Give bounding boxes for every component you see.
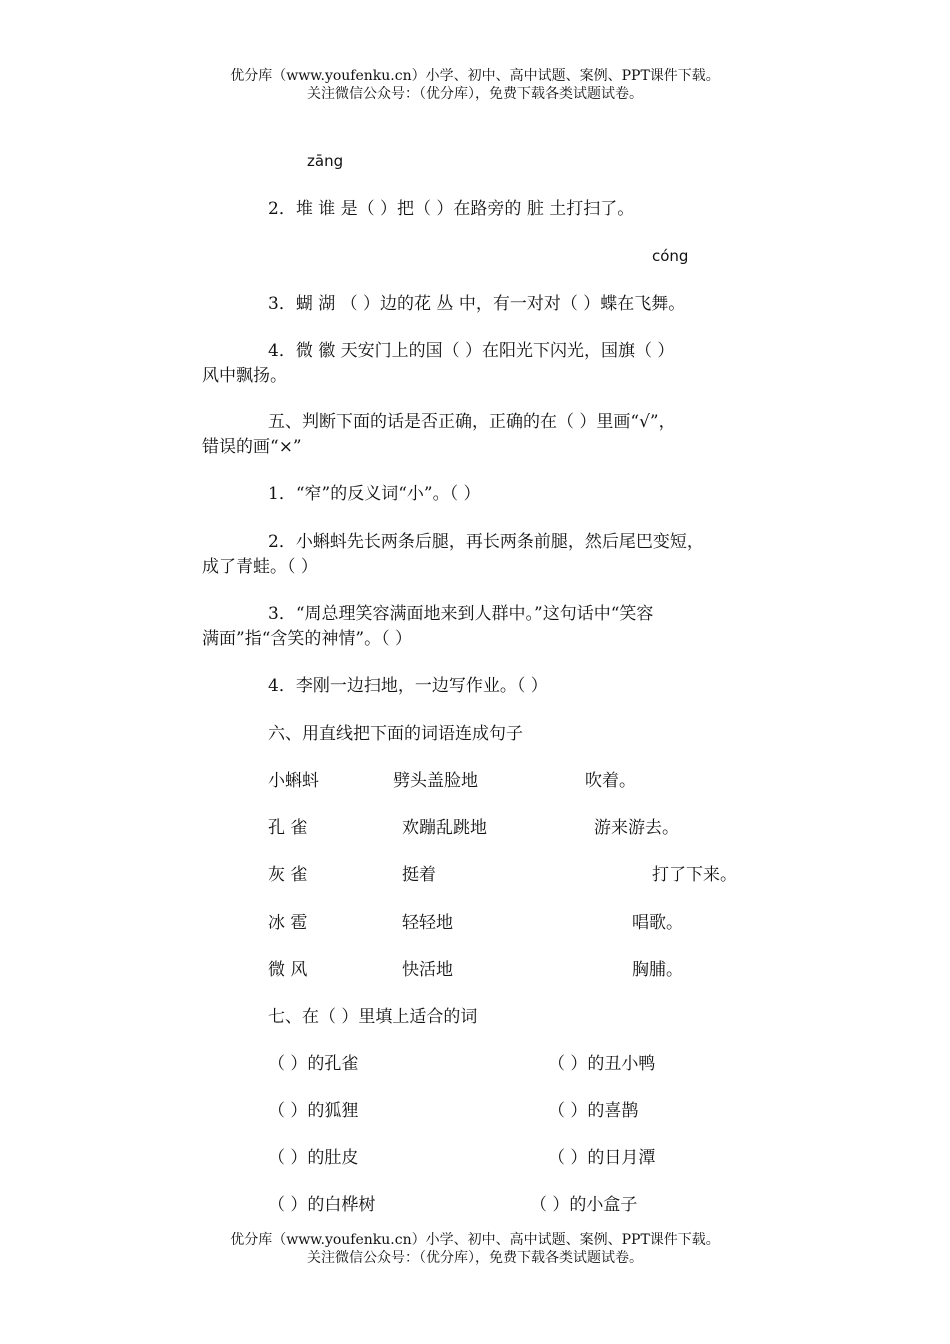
match-col2-item: 欢蹦乱跳地 — [402, 818, 487, 838]
page-footer — [0, 1231, 950, 1267]
match-col1-item: 小蝌蚪 — [268, 771, 319, 791]
match-col2-item: 快活地 — [402, 960, 453, 980]
section-5-title-line2: 错误的画“×” — [202, 437, 302, 457]
match-col3-item: 吹着。 — [585, 771, 636, 791]
section-5-title-line1: 五、判断下面的话是否正确，正确的在（ ）里画“√”， — [268, 412, 676, 432]
question-5-4: 4．李刚一边扫地，一边写作业。（ ） — [268, 676, 548, 696]
fill-left-item: （ ）的狐狸 — [268, 1101, 359, 1121]
footer-line-2: 关注微信公众号：（优分库），免费下载各类试题试卷。 — [307, 1250, 643, 1266]
match-col3-item: 胸脯。 — [632, 960, 683, 980]
section-6-title: 六、用直线把下面的词语连成句子 — [268, 724, 523, 744]
fill-right-item: （ ）的日月潭 — [548, 1148, 656, 1168]
match-col3-item: 打了下来。 — [652, 865, 737, 885]
pinyin-zang: zāng — [307, 152, 344, 170]
fill-right-item: （ ）的喜鹊 — [548, 1101, 639, 1121]
header-line-1: 优分库（www.youfenku.cn）小学、初中、高中试题、案例、PPT课件下载。 — [230, 68, 720, 84]
fill-left-item: （ ）的肚皮 — [268, 1148, 359, 1168]
match-col2-item: 轻轻地 — [402, 913, 453, 933]
match-col1-item: 冰 雹 — [268, 913, 308, 933]
match-col1-item: 微 风 — [268, 960, 308, 980]
question-4-4-line1: 4．微 徽 天安门上的国（ ）在阳光下闪光，国旗（ ） — [268, 341, 675, 361]
question-5-2-line1: 2．小蝌蚪先长两条后腿，再长两条前腿，然后尾巴变短， — [268, 532, 704, 552]
match-col2-item: 挺着 — [402, 865, 436, 885]
match-col1-item: 孔 雀 — [268, 818, 308, 838]
match-col3-item: 游来游去。 — [594, 818, 679, 838]
pinyin-cong: cóng — [652, 247, 689, 265]
footer-line-1: 优分库（www.youfenku.cn）小学、初中、高中试题、案例、PPT课件下载。 — [230, 1232, 720, 1248]
match-col1-item: 灰 雀 — [268, 865, 308, 885]
question-4-4-line2: 风中飘扬。 — [202, 366, 287, 386]
header-line-2: 关注微信公众号：（优分库），免费下载各类试题试卷。 — [307, 86, 643, 102]
fill-left-item: （ ）的白桦树 — [268, 1195, 376, 1215]
question-5-2-line2: 成了青蛙。（ ） — [202, 557, 318, 577]
question-4-2: 2．堆 谁 是（ ）把（ ）在路旁的 脏 土打扫了。 — [268, 199, 635, 219]
fill-left-item: （ ）的孔雀 — [268, 1054, 359, 1074]
question-5-1: 1．“窄”的反义词“小”。（ ） — [268, 484, 481, 504]
fill-right-item: （ ）的小盒子 — [530, 1195, 638, 1215]
page-header — [0, 67, 950, 103]
section-7-title: 七、在（ ）里填上适合的词 — [268, 1007, 478, 1027]
question-5-3-line2: 满面”指“含笑的神情”。（ ） — [202, 629, 412, 649]
match-col3-item: 唱歌。 — [632, 913, 683, 933]
question-4-3: 3．蝴 湖 （ ）边的花 丛 中，有一对对（ ）蝶在飞舞。 — [268, 294, 686, 314]
fill-right-item: （ ）的丑小鸭 — [548, 1054, 656, 1074]
match-col2-item: 劈头盖脸地 — [393, 771, 478, 791]
question-5-3-line1: 3．“周总理笑容满面地来到人群中。”这句话中“笑容 — [268, 604, 654, 624]
